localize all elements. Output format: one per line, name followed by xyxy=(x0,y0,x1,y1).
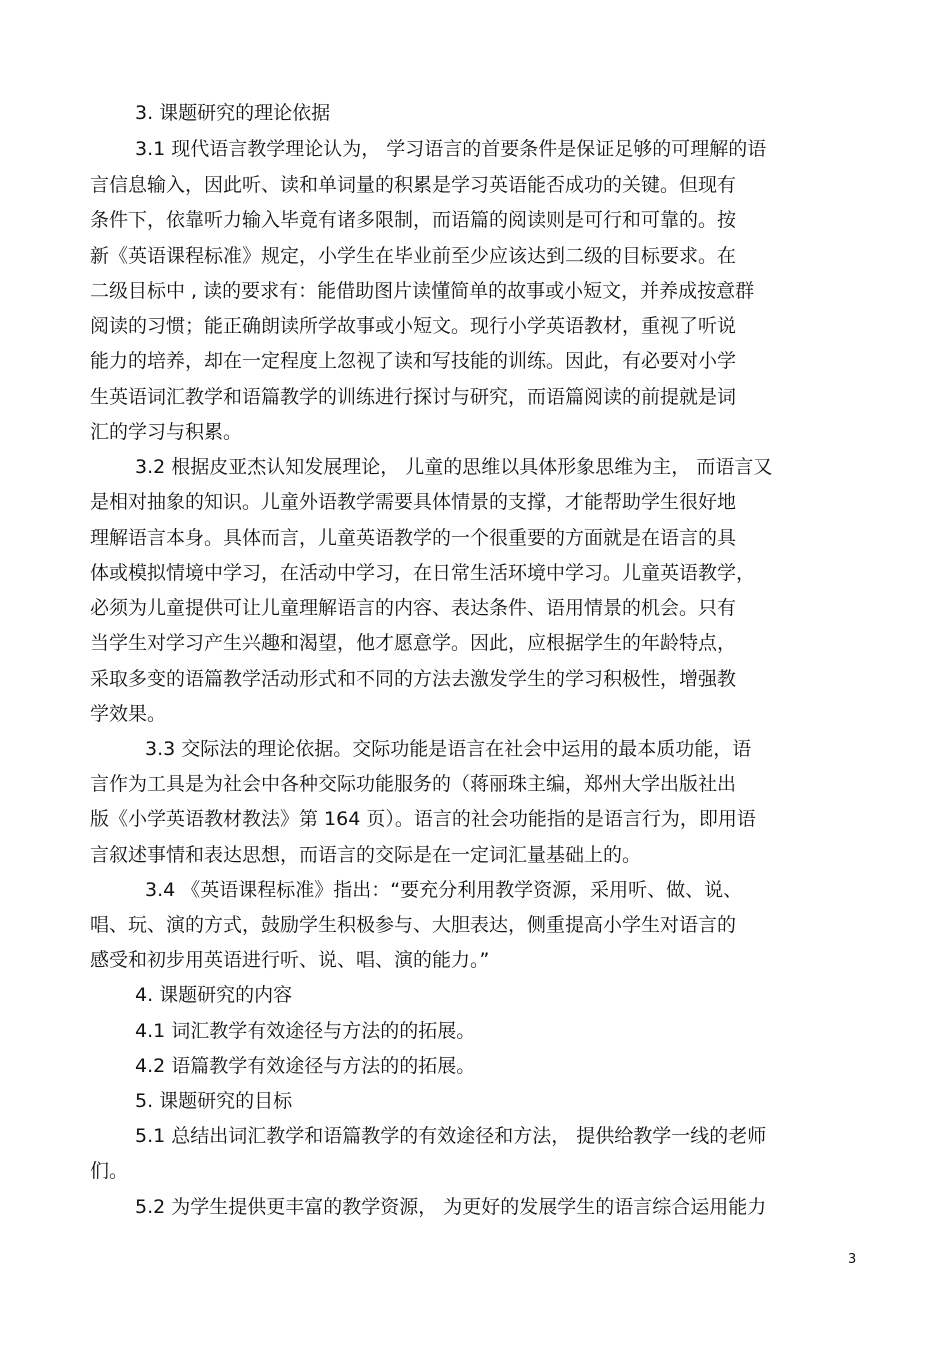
paragraph-3-2-line: 采取多变的语篇教学活动形式和不同的方法去激发学生的学习积极性，增强教 xyxy=(90,668,737,690)
paragraph-3-4-line: 感受和初步用英语进行听、说、唱、演的能力。” xyxy=(90,949,490,971)
paragraph-3-2-line: 体或模拟情境中学习，在活动中学习，在日常生活环境中学习。儿童英语教学， xyxy=(90,562,756,584)
paragraph-3-1-line: 新《英语课程标准》规定，小学生在毕业前至少应该达到二级的目标要求。在 xyxy=(90,245,737,267)
paragraph-3-1-line: 3.1 现代语言教学理论认为， 学习语言的首要条件是保证足够的可理解的语 xyxy=(135,138,767,160)
page-number: 3 xyxy=(848,1252,857,1267)
paragraph-3-2-line: 3.2 根据皮亚杰认知发展理论， 儿童的思维以具体形象思维为主， 而语言又 xyxy=(135,456,773,478)
paragraph-3-2-line: 理解语言本身。具体而言，儿童英语教学的一个很重要的方面就是在语言的具 xyxy=(90,527,737,549)
paragraph-3-3-line: 3.3 交际法的理论依据。交际功能是语言在社会中运用的最本质功能，语 xyxy=(145,738,752,760)
paragraph-3-1-line: 二级目标中 , 读的要求有：能借助图片读懂简单的故事或小短文，并养成按意群 xyxy=(90,280,755,302)
paragraph-3-1-line: 能力的培养，却在一定程度上忽视了读和写技能的训练。因此，有必要对小学 xyxy=(90,350,737,372)
paragraph-3-2-line: 必须为儿童提供可让儿童理解语言的内容、表达条件、语用情景的机会。只有 xyxy=(90,597,737,619)
heading-4: 4. 课题研究的内容 xyxy=(135,984,293,1006)
paragraph-3-2-line: 学效果。 xyxy=(90,703,167,725)
item-4-1: 4.1 词汇教学有效途径与方法的的拓展。 xyxy=(135,1020,476,1042)
paragraph-3-1-line: 汇的学习与积累。 xyxy=(90,421,243,443)
item-5-1-line: 们。 xyxy=(90,1160,129,1182)
paragraph-3-2-line: 是相对抽象的知识。儿童外语教学需要具体情景的支撑，才能帮助学生很好地 xyxy=(90,491,737,513)
paragraph-3-3-line: 言作为工具是为社会中各种交际功能服务的（蒋丽珠主编，郑州大学出版社出 xyxy=(90,773,737,795)
item-5-2-line: 5.2 为学生提供更丰富的教学资源， 为更好的发展学生的语言综合运用能力 xyxy=(135,1196,767,1218)
paragraph-3-4-line: 3.4 《英语课程标准》指出：“要充分利用教学资源，采用听、做、说、 xyxy=(145,879,743,901)
item-5-1-line: 5.1 总结出词汇教学和语篇教学的有效途径和方法， 提供给教学一线的老师 xyxy=(135,1125,767,1147)
paragraph-3-2-line: 当学生对学习产生兴趣和渴望，他才愿意学。因此，应根据学生的年龄特点， xyxy=(90,632,737,654)
paragraph-3-1-line: 阅读的习惯；能正确朗读所学故事或小短文。现行小学英语教材，重视了听说 xyxy=(90,315,737,337)
paragraph-3-3-line: 言叙述事情和表达思想，而语言的交际是在一定词汇量基础上的。 xyxy=(90,844,642,866)
heading-5: 5. 课题研究的目标 xyxy=(135,1090,293,1112)
paragraph-3-4-line: 唱、玩、演的方式，鼓励学生积极参与、大胆表达，侧重提高小学生对语言的 xyxy=(90,914,737,936)
paragraph-3-1-line: 生英语词汇教学和语篇教学的训练进行探讨与研究，而语篇阅读的前提就是词 xyxy=(90,386,737,408)
paragraph-3-1-line: 言信息输入，因此听、读和单词量的积累是学习英语能否成功的关键。但现有 xyxy=(90,174,737,196)
item-4-2: 4.2 语篇教学有效途径与方法的的拓展。 xyxy=(135,1055,476,1077)
paragraph-3-1-line: 条件下，依靠听力输入毕竟有诸多限制，而语篇的阅读则是可行和可靠的。按 xyxy=(90,209,737,231)
paragraph-3-3-line: 版《小学英语教材教法》第 164 页）。语言的社会功能指的是语言行为，即用语 xyxy=(90,808,756,830)
heading-3: 3. 课题研究的理论依据 xyxy=(135,102,331,124)
